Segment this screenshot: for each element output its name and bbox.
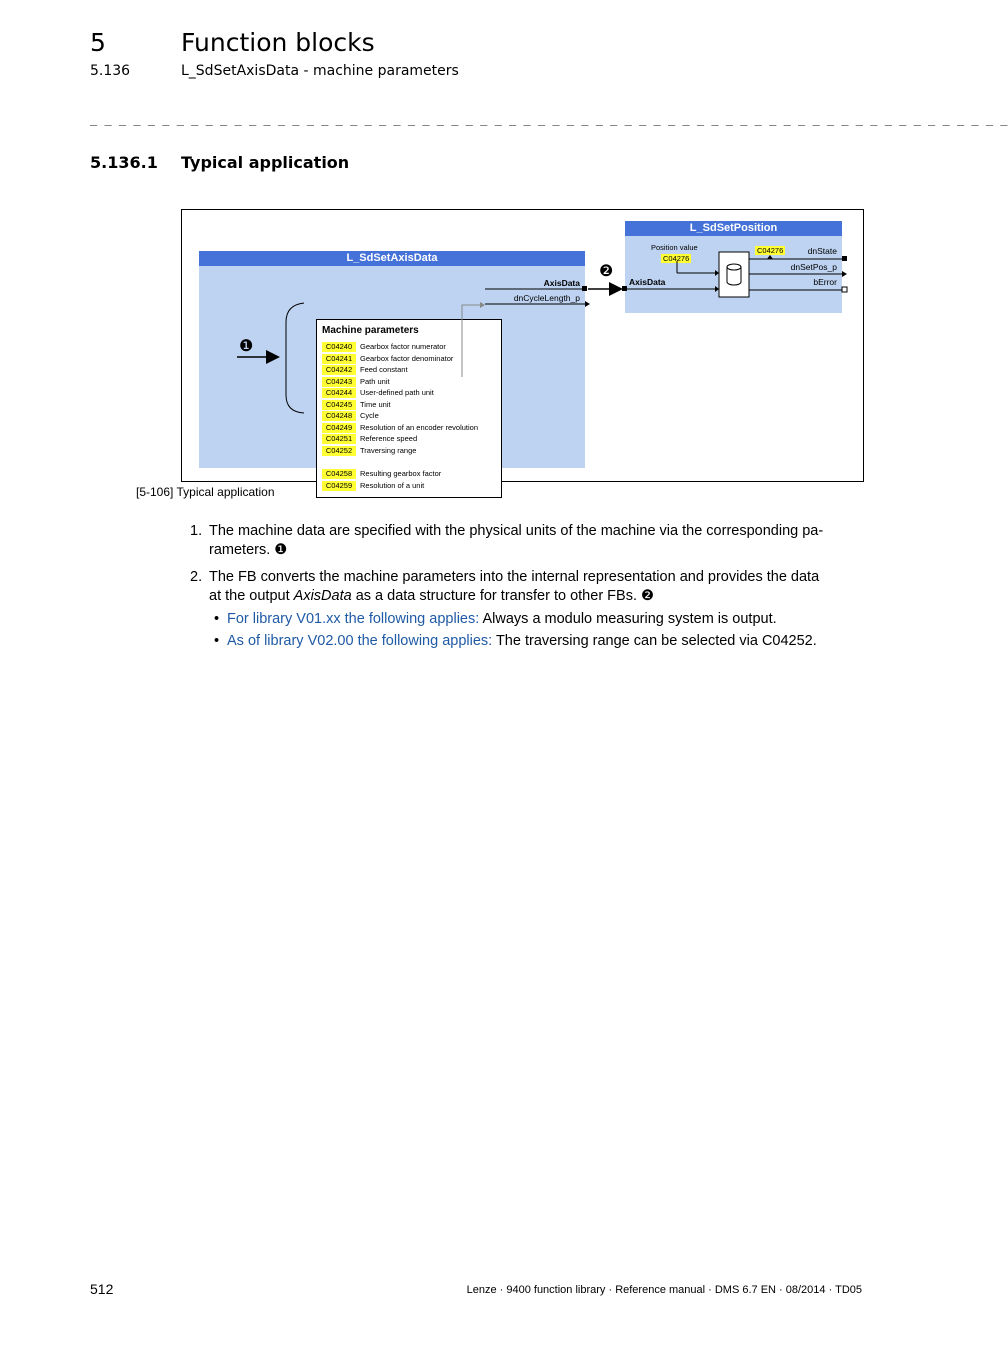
- param-row: [322, 481, 424, 491]
- dnstate-port: [842, 256, 847, 261]
- dnstate-tap: [767, 255, 773, 259]
- list-item-2: [209, 568, 869, 606]
- page-number: 512: [90, 1281, 114, 1297]
- bullet-item-2: [227, 632, 817, 651]
- list-item-1: [209, 522, 869, 560]
- bullet-item-1: [227, 610, 777, 629]
- param-label: Resolution of an encoder revolution: [360, 422, 478, 432]
- feedback-line: [462, 305, 484, 377]
- param-code: C04245: [322, 400, 356, 410]
- param-code: C04240: [322, 342, 356, 352]
- section-number: 5.136: [90, 63, 131, 79]
- bullet-item-2-text: The traversing range can be selected via C04252.: [492, 633, 817, 649]
- param-code: C04249: [322, 423, 356, 433]
- block-title-sdsetposition: L_SdSetPosition: [625, 221, 842, 236]
- bullet-item-1-text: Always a modulo measuring system is output.: [479, 611, 777, 627]
- param-label: Gearbox factor denominator: [360, 353, 454, 363]
- param-label: User-defined path unit: [360, 388, 434, 397]
- marker-1: ❶: [239, 336, 254, 355]
- bullet-glyph-2: •: [214, 633, 220, 649]
- param-label: Path unit: [360, 376, 390, 386]
- arrow-1-head: [266, 350, 280, 364]
- param-label: Reference speed: [360, 434, 418, 443]
- param-code: C04242: [322, 365, 356, 375]
- list-item-2-line2: [209, 587, 869, 606]
- axisdata-emphasis: AxisData: [293, 588, 352, 604]
- output-dncyclelength-label: dnCycleLength_p: [513, 293, 580, 303]
- list-item-2-text-b: as a data structure for transfer to other FBs. ❷: [351, 588, 655, 604]
- function-box: [719, 252, 749, 297]
- param-label: Resolution of a unit: [360, 480, 425, 490]
- subsection-number: 5.136.1: [90, 153, 158, 172]
- output-dnstate-label: dnState: [807, 246, 837, 256]
- list-item-1-line1: The machine data are specified with the physical units of the machine via the corresponding pa-: [209, 523, 824, 539]
- list-item-2-text-a: at the output: [209, 588, 294, 604]
- figure-typical-application: [181, 209, 864, 490]
- param-code: C04258: [322, 469, 356, 479]
- output-berror-label: bError: [813, 277, 837, 287]
- param-code: C04243: [322, 377, 356, 387]
- param-label: Time unit: [360, 399, 391, 409]
- arrow-2-head: [609, 282, 623, 296]
- param-label: Gearbox factor numerator: [360, 342, 446, 351]
- list-item-2-line1: The FB converts the machine parameters into the internal representation and provides the data: [209, 569, 820, 585]
- subsection-title: Typical application: [181, 153, 350, 172]
- dncycle-port: [585, 301, 590, 307]
- berror-port: [842, 287, 847, 292]
- position-value-label: Position value: [651, 243, 698, 252]
- param-code: C04241: [322, 354, 356, 364]
- param-label: Resulting gearbox factor: [360, 469, 442, 478]
- marker-2: ❷: [599, 261, 614, 280]
- dnsetpos-port: [842, 271, 847, 277]
- bracket-shape: [286, 303, 304, 413]
- footer-doc-info: Lenze · 9400 function library · Reference manual · DMS 6.7 EN · 08/2014 · TD05: [466, 1284, 862, 1296]
- feedback-arrow-head: [480, 302, 485, 308]
- list-item-1-number: 1.: [190, 523, 203, 539]
- param-code: C04252: [322, 446, 356, 456]
- param-code: C04244: [322, 388, 356, 398]
- state-code: C04276: [757, 246, 784, 255]
- right-input-port: [622, 286, 627, 291]
- block-title-sdsetaxisdata: L_SdSetAxisData: [199, 251, 585, 266]
- list-item-1-line2: rameters. ❶: [209, 542, 288, 558]
- figure-caption: [5-106] Typical application: [136, 485, 275, 499]
- list-item-2-number: 2.: [190, 569, 203, 585]
- output-axisdata-label: AxisData: [543, 278, 580, 288]
- section-title: L_SdSetAxisData - machine parameters: [181, 63, 459, 79]
- position-value-arrow: [715, 270, 719, 276]
- bullet-glyph-1: •: [214, 611, 220, 627]
- chapter-number: 5: [90, 28, 106, 57]
- param-code: C04248: [322, 411, 356, 421]
- chapter-title: Function blocks: [181, 28, 375, 57]
- diagram-connectors: [182, 210, 863, 481]
- param-label: Traversing range: [360, 445, 417, 455]
- param-label: Cycle: [360, 411, 379, 420]
- param-code: C04259: [322, 481, 356, 491]
- axisdata-in-arrow: [715, 286, 719, 292]
- dashed-rule: _ _ _ _ _ _ _ _ _ _ _ _ _ _ _ _ _ _ _ _ _ _ _ _ _ _ _ _ _ _ _ _ _ _ _ _ _ _ _ _ _ _ _ _ _ _ _ _ _ _ _ _ _ _ _ _ _ _ _ _ _ _ _ _: [90, 112, 1008, 126]
- output-dnsetpos-label: dnSetPos_p: [790, 262, 837, 272]
- param-label: Feed constant: [360, 365, 408, 374]
- library-v02-link[interactable]: As of library V02.00 the following applies:: [227, 633, 493, 649]
- machine-parameters-title: Machine parameters: [322, 325, 419, 336]
- input-axisdata-label: AxisData: [629, 277, 666, 287]
- cylinder-icon-top: [727, 264, 741, 270]
- axisdata-port: [582, 286, 587, 291]
- param-code: C04251: [322, 434, 356, 444]
- position-code: C04276: [663, 254, 690, 263]
- library-v01-link[interactable]: For library V01.xx the following applies:: [227, 611, 480, 627]
